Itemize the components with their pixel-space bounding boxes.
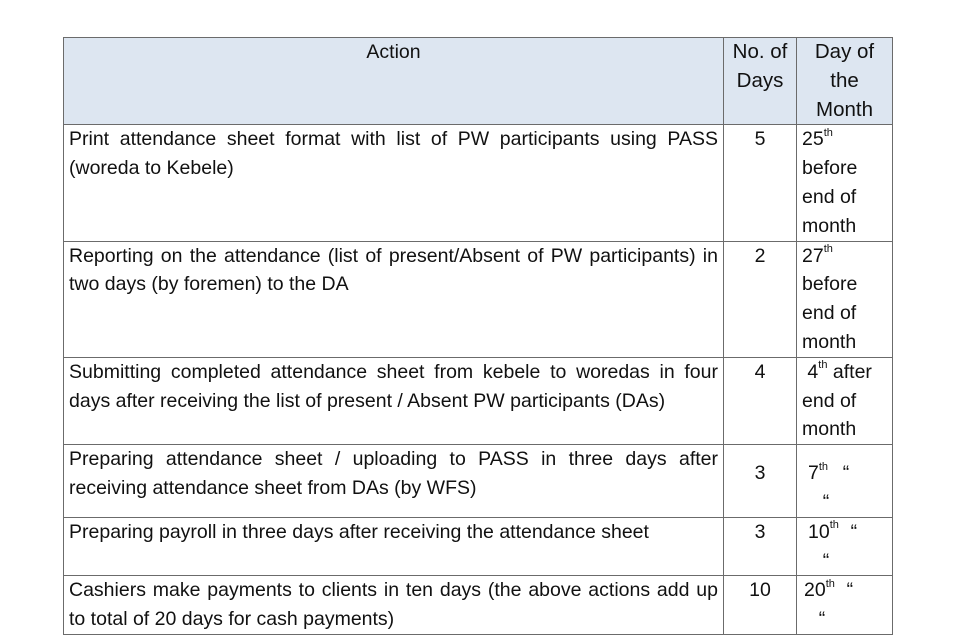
ordinal-suffix: th xyxy=(823,243,833,256)
month-cell xyxy=(797,357,893,444)
days-value: 3 xyxy=(754,462,766,485)
action-cell: Submitting completed attendance sheet from kebele to woredas in four days after receiving the list of present / Absent PW participants (DAs) xyxy=(64,357,724,444)
month-cell xyxy=(797,576,893,635)
month-day: 20 xyxy=(804,579,826,602)
table-row xyxy=(64,576,893,635)
month-day: 7 xyxy=(808,462,819,485)
month-cell xyxy=(797,241,893,357)
action-cell: Print attendance sheet format with list of PW participants using PASS (woreda to Kebele) xyxy=(64,125,724,241)
days-cell: 2 xyxy=(724,241,797,357)
header-row xyxy=(64,38,893,125)
action-cell: Cashiers make payments to clients in ten days (the above actions add up to total of 20 days for cash payments) xyxy=(64,576,724,635)
table-row xyxy=(64,517,893,576)
days-cell: 5 xyxy=(724,125,797,241)
table-row xyxy=(64,125,893,241)
header-day-of-month: Day of the Month xyxy=(797,38,893,125)
ordinal-suffix: th xyxy=(818,359,828,372)
ordinal-suffix: th xyxy=(829,519,839,532)
action-cell: Preparing attendance sheet / uploading to PASS in three days after receiving attendance sheet from DAs (by WFS) xyxy=(64,445,724,518)
days-cell xyxy=(724,517,797,576)
month-cell xyxy=(797,517,893,576)
table-row xyxy=(64,445,893,518)
month-day: 25 xyxy=(802,128,824,151)
action-cell: Reporting on the attendance (list of present/Absent of PW participants) in two days (by foremen) to the DA xyxy=(64,241,724,357)
month-day: 27 xyxy=(802,244,824,267)
ditto-mark: “ xyxy=(822,549,830,572)
month-day: 4 xyxy=(807,360,819,383)
month-qualifier: after end of month xyxy=(802,360,872,441)
month-day: 10 xyxy=(808,520,830,543)
month-cell xyxy=(797,445,893,518)
days-cell: 4 xyxy=(724,357,797,444)
ditto-mark: “ xyxy=(850,520,858,543)
month-qualifier: before end of month xyxy=(802,273,858,353)
table-row xyxy=(64,241,893,357)
days-value: 3 xyxy=(754,520,766,543)
header-action: Action xyxy=(64,38,724,125)
table-row xyxy=(64,357,893,444)
schedule-table xyxy=(63,37,893,635)
header-days: No. of Days xyxy=(724,38,797,125)
days-cell: 10 xyxy=(724,576,797,635)
action-cell: Preparing payroll in three days after receiving the attendance sheet xyxy=(64,517,724,576)
ditto-mark: “ xyxy=(822,490,830,513)
month-cell xyxy=(797,125,893,241)
ordinal-suffix: th xyxy=(818,460,829,473)
month-qualifier: before end of month xyxy=(802,157,858,237)
ordinal-suffix: th xyxy=(825,577,835,590)
ditto-mark: “ xyxy=(818,608,826,631)
ordinal-suffix: th xyxy=(823,126,833,139)
ditto-mark: “ xyxy=(846,579,854,602)
ditto-mark: “ xyxy=(842,462,850,485)
days-cell xyxy=(724,445,797,518)
